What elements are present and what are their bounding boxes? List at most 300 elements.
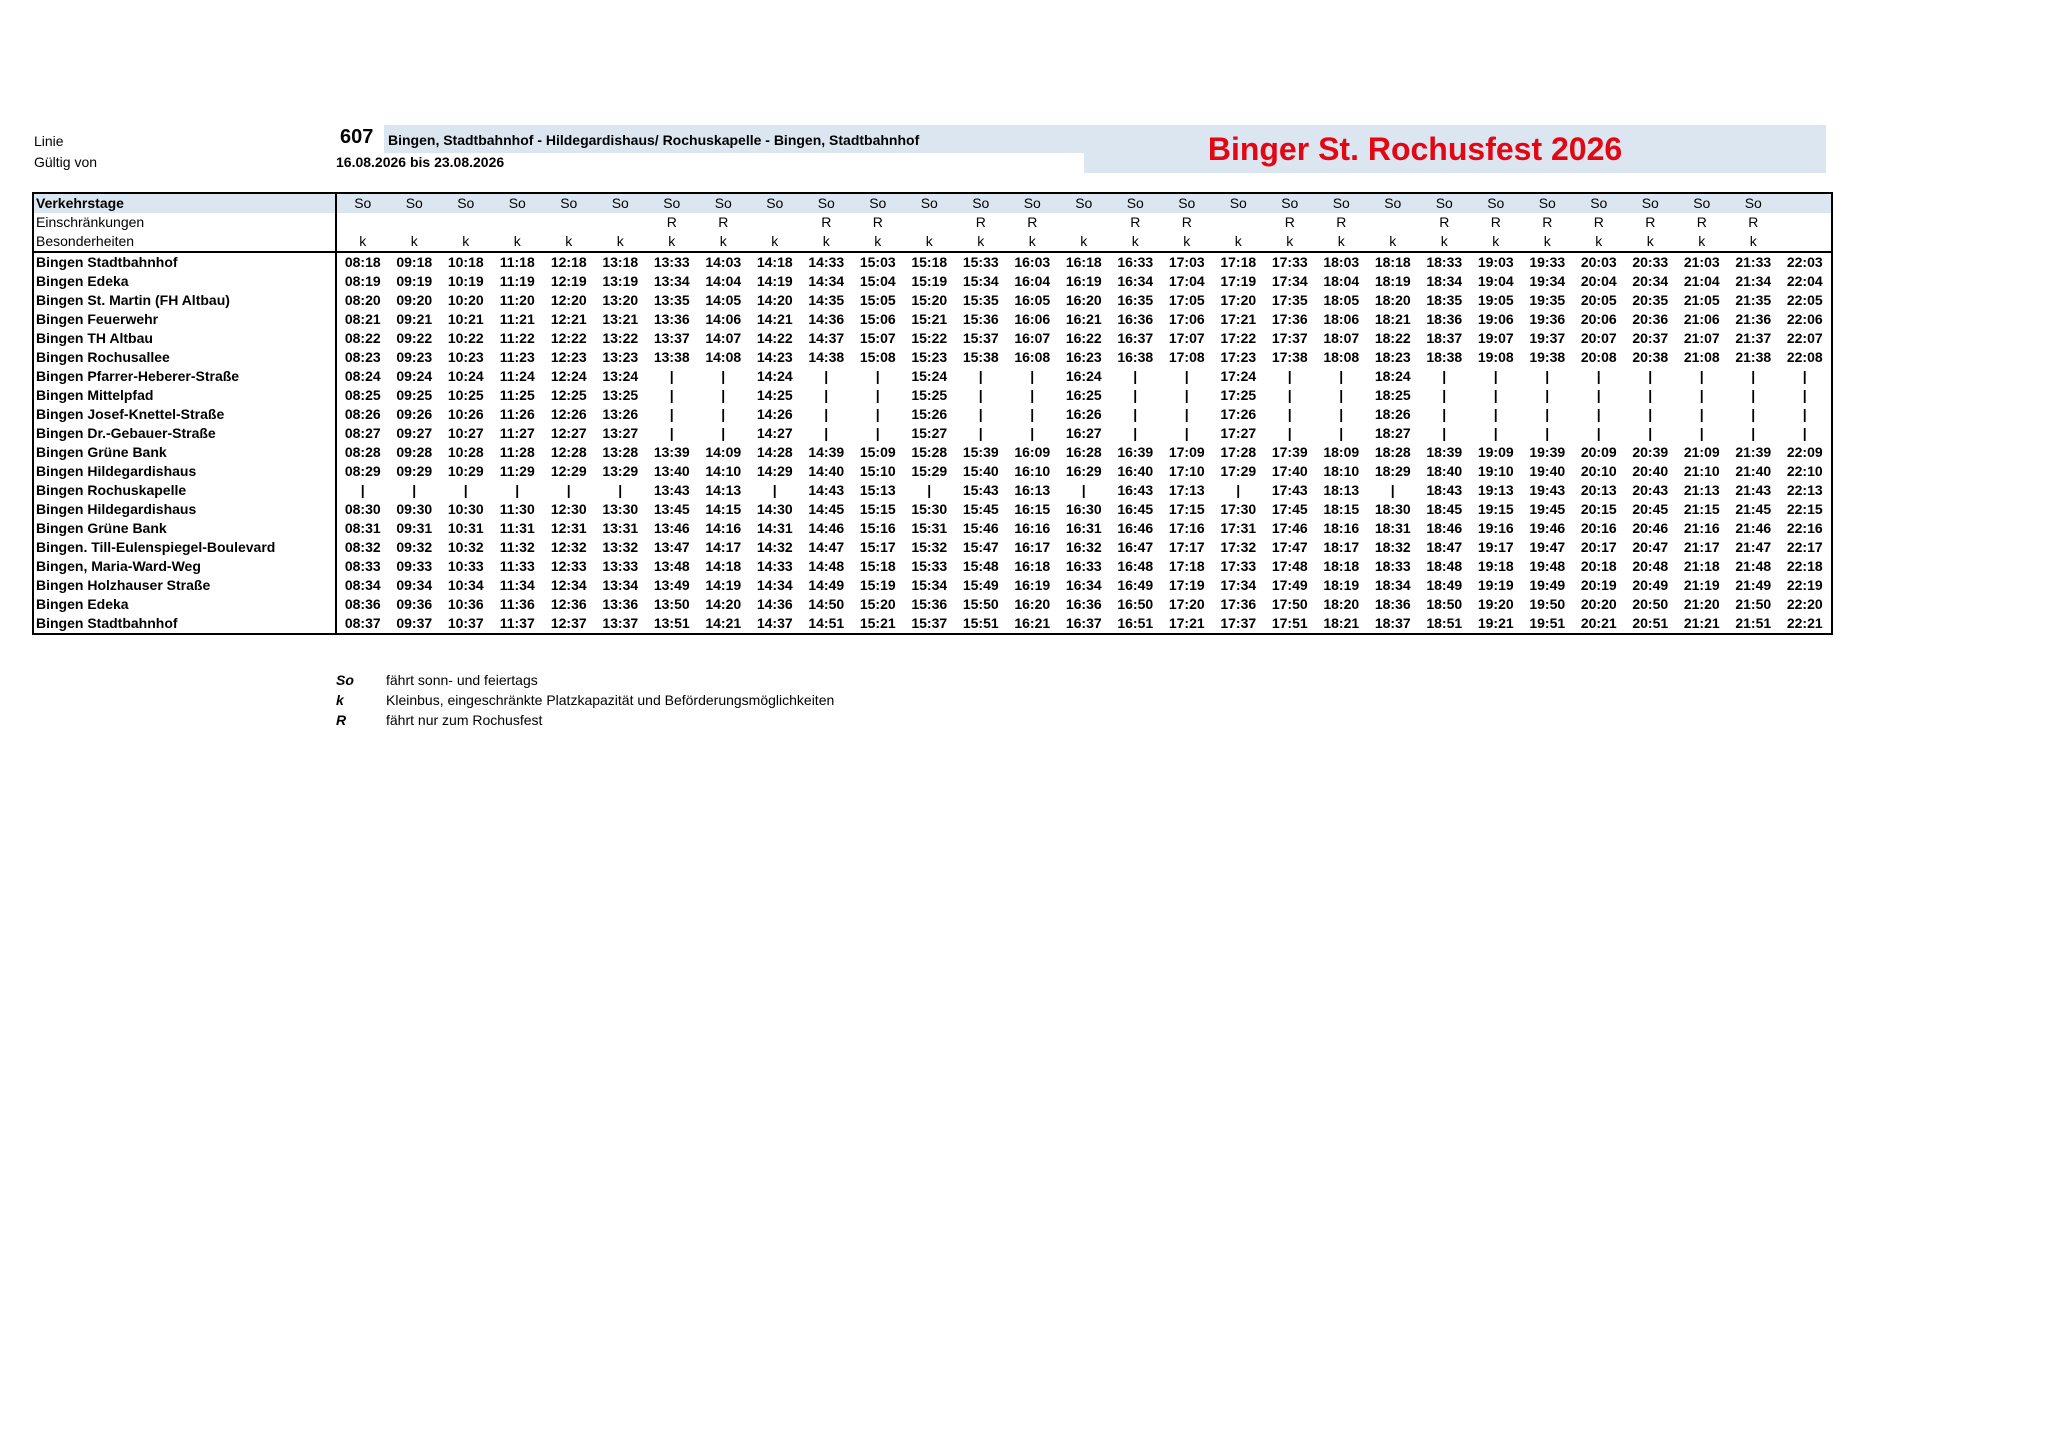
departure-time: 17:29 bbox=[1220, 463, 1257, 479]
departure-time: | bbox=[1545, 387, 1550, 403]
departure-time: 19:50 bbox=[1529, 596, 1566, 612]
departure-time: 14:15 bbox=[705, 501, 742, 517]
departure-time: | bbox=[669, 368, 674, 384]
departure-time: 14:13 bbox=[705, 482, 742, 498]
departure-time: 09:32 bbox=[396, 539, 433, 555]
departure-time: 16:50 bbox=[1117, 596, 1154, 612]
departure-time: 09:37 bbox=[396, 615, 433, 631]
departure-time: 14:24 bbox=[756, 368, 793, 384]
departure-time: 16:32 bbox=[1065, 539, 1102, 555]
meta-cell: So bbox=[1625, 193, 1677, 213]
departure-time: 15:21 bbox=[911, 311, 948, 327]
departure-time: 09:33 bbox=[396, 558, 433, 574]
departure-time: 18:04 bbox=[1323, 273, 1360, 289]
departure-time: 18:37 bbox=[1426, 330, 1463, 346]
legend-symbol: k bbox=[336, 692, 344, 708]
departure-time: 21:48 bbox=[1735, 558, 1772, 574]
departure-time: | bbox=[1699, 387, 1704, 403]
departure-time: 17:22 bbox=[1220, 330, 1257, 346]
meta-cell: k bbox=[1419, 232, 1471, 252]
departure-time: 20:39 bbox=[1632, 444, 1669, 460]
departure-time: 18:24 bbox=[1374, 368, 1411, 384]
departure-time: 17:10 bbox=[1168, 463, 1205, 479]
departure-time: | bbox=[824, 387, 829, 403]
departure-time: 08:24 bbox=[344, 368, 381, 384]
departure-time: 20:07 bbox=[1580, 330, 1617, 346]
departure-time: | bbox=[978, 425, 983, 441]
meta-cell bbox=[904, 213, 956, 232]
meta-cell: R bbox=[1645, 214, 1656, 230]
departure-time: 21:05 bbox=[1683, 292, 1720, 308]
stop-row bbox=[33, 291, 1832, 310]
departure-time: 18:10 bbox=[1323, 463, 1360, 479]
departure-time: 17:28 bbox=[1220, 444, 1257, 460]
departure-time: 14:37 bbox=[808, 330, 845, 346]
departure-time: | bbox=[978, 368, 983, 384]
meta-cell: So bbox=[1573, 193, 1625, 213]
departure-time: 22:13 bbox=[1786, 482, 1823, 498]
departure-time: 17:39 bbox=[1271, 444, 1308, 460]
departure-time: 09:22 bbox=[396, 330, 433, 346]
meta-cell: So bbox=[1213, 193, 1265, 213]
departure-time: 16:34 bbox=[1065, 577, 1102, 593]
departure-time: 15:08 bbox=[859, 349, 896, 365]
departure-time: 18:35 bbox=[1426, 292, 1463, 308]
departure-time: 21:18 bbox=[1683, 558, 1720, 574]
stop-name: Bingen Feuerwehr bbox=[33, 310, 336, 329]
departure-time: 19:35 bbox=[1529, 292, 1566, 308]
departure-time: 17:09 bbox=[1168, 444, 1205, 460]
meta-cell bbox=[1779, 193, 1832, 213]
departure-time: 19:34 bbox=[1529, 273, 1566, 289]
meta-cell bbox=[336, 213, 389, 232]
departure-time: 13:38 bbox=[653, 349, 690, 365]
meta-cell: R bbox=[975, 214, 986, 230]
departure-time: | bbox=[1339, 368, 1344, 384]
meta-cell: k bbox=[1625, 232, 1677, 252]
departure-time: 13:34 bbox=[602, 577, 639, 593]
departure-time: 13:47 bbox=[653, 539, 690, 555]
departure-time: 20:45 bbox=[1632, 501, 1669, 517]
departure-time: 14:33 bbox=[808, 254, 845, 270]
departure-time: 16:51 bbox=[1117, 615, 1154, 631]
meta-row-label: Einschränkungen bbox=[33, 213, 336, 232]
departure-time: 21:19 bbox=[1683, 577, 1720, 593]
departure-time: | bbox=[1751, 387, 1756, 403]
departure-time: 17:27 bbox=[1220, 425, 1257, 441]
departure-time: 14:29 bbox=[756, 463, 793, 479]
departure-time: 16:30 bbox=[1065, 501, 1102, 517]
departure-time: 15:43 bbox=[962, 482, 999, 498]
departure-time: 17:30 bbox=[1220, 501, 1257, 517]
departure-time: 15:03 bbox=[859, 254, 896, 270]
departure-time: 18:18 bbox=[1374, 254, 1411, 270]
meta-row bbox=[33, 232, 1832, 252]
departure-time: | bbox=[1287, 368, 1292, 384]
departure-time: 16:46 bbox=[1117, 520, 1154, 536]
stop-name: Bingen Pfarrer-Heberer-Straße bbox=[33, 367, 336, 386]
departure-time: 15:46 bbox=[962, 520, 999, 536]
departure-time: 22:19 bbox=[1786, 577, 1823, 593]
departure-time: 09:31 bbox=[396, 520, 433, 536]
meta-cell: k bbox=[1522, 232, 1574, 252]
meta-cell: k bbox=[336, 232, 389, 252]
departure-time: 16:49 bbox=[1117, 577, 1154, 593]
stop-name: Bingen Grüne Bank bbox=[33, 443, 336, 462]
stop-row bbox=[33, 310, 1832, 329]
departure-time: 17:43 bbox=[1271, 482, 1308, 498]
departure-time: | bbox=[463, 482, 468, 498]
departure-time: | bbox=[1596, 368, 1601, 384]
departure-time: 15:18 bbox=[911, 254, 948, 270]
meta-cell bbox=[1058, 213, 1110, 232]
departure-time: 14:05 bbox=[705, 292, 742, 308]
meta-row-label: Verkehrstage bbox=[33, 193, 336, 213]
departure-time: 09:20 bbox=[396, 292, 433, 308]
departure-time: 21:51 bbox=[1735, 615, 1772, 631]
departure-time: 20:10 bbox=[1580, 463, 1617, 479]
departure-time: 17:51 bbox=[1271, 615, 1308, 631]
meta-cell: So bbox=[1367, 193, 1419, 213]
departure-time: 22:10 bbox=[1786, 463, 1823, 479]
departure-time: | bbox=[824, 368, 829, 384]
meta-row bbox=[33, 213, 1832, 232]
departure-time: 14:35 bbox=[808, 292, 845, 308]
stop-name: Bingen. Till-Eulenspiegel-Boulevard bbox=[33, 538, 336, 557]
departure-time: 14:48 bbox=[808, 558, 845, 574]
departure-time: 20:03 bbox=[1580, 254, 1617, 270]
departure-time: 18:09 bbox=[1323, 444, 1360, 460]
departure-time: 18:23 bbox=[1374, 349, 1411, 365]
departure-time: 19:43 bbox=[1529, 482, 1566, 498]
departure-time: 21:15 bbox=[1683, 501, 1720, 517]
meta-cell: So bbox=[1264, 193, 1316, 213]
departure-time: 16:20 bbox=[1065, 292, 1102, 308]
meta-cell: So bbox=[904, 193, 956, 213]
departure-time: 21:13 bbox=[1683, 482, 1720, 498]
departure-time: | bbox=[1442, 425, 1447, 441]
departure-time: 19:36 bbox=[1529, 311, 1566, 327]
departure-time: 13:49 bbox=[653, 577, 690, 593]
departure-time: 21:37 bbox=[1735, 330, 1772, 346]
departure-time: 12:28 bbox=[550, 444, 587, 460]
departure-time: 14:26 bbox=[756, 406, 793, 422]
departure-time: 16:09 bbox=[1014, 444, 1051, 460]
departure-time: 21:08 bbox=[1683, 349, 1720, 365]
departure-time: | bbox=[1493, 368, 1498, 384]
meta-cell: So bbox=[801, 193, 853, 213]
departure-time: | bbox=[1184, 368, 1189, 384]
departure-time: 17:45 bbox=[1271, 501, 1308, 517]
stop-name: Bingen TH Altbau bbox=[33, 329, 336, 348]
departure-time: | bbox=[1133, 387, 1138, 403]
departure-time: 14:49 bbox=[808, 577, 845, 593]
departure-time: 09:19 bbox=[396, 273, 433, 289]
departure-time: 18:29 bbox=[1374, 463, 1411, 479]
departure-time: 10:18 bbox=[447, 254, 484, 270]
meta-cell: k bbox=[1316, 232, 1368, 252]
departure-time: 12:25 bbox=[550, 387, 587, 403]
departure-time: 11:18 bbox=[499, 254, 535, 270]
meta-cell bbox=[749, 213, 801, 232]
departure-time: 20:15 bbox=[1580, 501, 1617, 517]
departure-time: 16:34 bbox=[1117, 273, 1154, 289]
departure-time: 21:16 bbox=[1683, 520, 1720, 536]
departure-time: 15:31 bbox=[911, 520, 948, 536]
departure-time: 17:48 bbox=[1271, 558, 1308, 574]
meta-cell: R bbox=[1696, 214, 1707, 230]
departure-time: 14:18 bbox=[705, 558, 742, 574]
departure-time: 14:40 bbox=[808, 463, 845, 479]
stop-name: Bingen Holzhauser Straße bbox=[33, 576, 336, 595]
departure-time: 18:30 bbox=[1374, 501, 1411, 517]
departure-time: 11:30 bbox=[499, 501, 535, 517]
legend-text: fährt nur zum Rochusfest bbox=[386, 712, 543, 728]
departure-time: | bbox=[1287, 387, 1292, 403]
departure-time: | bbox=[1802, 368, 1807, 384]
departure-time: 17:18 bbox=[1168, 558, 1205, 574]
departure-time: | bbox=[1545, 406, 1550, 422]
departure-time: | bbox=[875, 368, 880, 384]
departure-time: 15:04 bbox=[859, 273, 896, 289]
departure-time: 17:33 bbox=[1271, 254, 1308, 270]
departure-time: 15:17 bbox=[859, 539, 896, 555]
departure-time: 13:50 bbox=[653, 596, 690, 612]
departure-time: 15:48 bbox=[962, 558, 999, 574]
departure-time: 11:19 bbox=[499, 273, 535, 289]
departure-time: | bbox=[1339, 406, 1344, 422]
departure-time: 16:17 bbox=[1014, 539, 1051, 555]
departure-time: 18:39 bbox=[1426, 444, 1463, 460]
departure-time: 17:33 bbox=[1220, 558, 1257, 574]
departure-time: 15:26 bbox=[911, 406, 948, 422]
departure-time: 20:21 bbox=[1580, 615, 1617, 631]
departure-time: 16:36 bbox=[1117, 311, 1154, 327]
departure-time: | bbox=[669, 425, 674, 441]
departure-time: 18:21 bbox=[1374, 311, 1411, 327]
departure-time: | bbox=[875, 425, 880, 441]
departure-time: 18:06 bbox=[1323, 311, 1360, 327]
departure-time: | bbox=[1545, 425, 1550, 441]
stop-row bbox=[33, 538, 1832, 557]
stop-name: Bingen Grüne Bank bbox=[33, 519, 336, 538]
departure-time: 13:24 bbox=[602, 368, 639, 384]
departure-time: 17:49 bbox=[1271, 577, 1308, 593]
departure-time: 15:33 bbox=[911, 558, 948, 574]
meta-cell: k bbox=[852, 232, 904, 252]
stop-name: Bingen Josef-Knettel-Straße bbox=[33, 405, 336, 424]
departure-time: | bbox=[1545, 368, 1550, 384]
departure-time: 14:33 bbox=[756, 558, 793, 574]
meta-cell: R bbox=[1336, 214, 1347, 230]
departure-time: 18:17 bbox=[1323, 539, 1360, 555]
departure-time: 18:20 bbox=[1374, 292, 1411, 308]
departure-time: 10:36 bbox=[447, 596, 484, 612]
departure-time: 13:37 bbox=[602, 615, 639, 631]
departure-time: 16:13 bbox=[1014, 482, 1051, 498]
meta-cell bbox=[1213, 213, 1265, 232]
departure-time: 17:38 bbox=[1271, 349, 1308, 365]
stop-row bbox=[33, 386, 1832, 405]
meta-cell: k bbox=[955, 232, 1007, 252]
departure-time: 15:45 bbox=[962, 501, 999, 517]
departure-time: 16:18 bbox=[1014, 558, 1051, 574]
meta-cell: So bbox=[698, 193, 750, 213]
departure-time: | bbox=[1030, 368, 1035, 384]
departure-time: 16:15 bbox=[1014, 501, 1051, 517]
meta-cell bbox=[1779, 232, 1832, 252]
departure-time: 17:21 bbox=[1168, 615, 1205, 631]
departure-time: 13:34 bbox=[653, 273, 690, 289]
departure-time: | bbox=[721, 368, 726, 384]
departure-time: 15:07 bbox=[859, 330, 896, 346]
meta-cell: So bbox=[1316, 193, 1368, 213]
departure-time: 09:26 bbox=[396, 406, 433, 422]
departure-time: 20:48 bbox=[1632, 558, 1669, 574]
stop-row bbox=[33, 481, 1832, 500]
departure-time: 19:49 bbox=[1529, 577, 1566, 593]
meta-cell: R bbox=[718, 214, 729, 230]
departure-time: | bbox=[1699, 406, 1704, 422]
departure-time: 08:21 bbox=[344, 311, 381, 327]
departure-time: 16:16 bbox=[1014, 520, 1051, 536]
departure-time: 14:38 bbox=[808, 349, 845, 365]
departure-time: 12:23 bbox=[550, 349, 587, 365]
departure-time: | bbox=[1184, 425, 1189, 441]
departure-time: 17:19 bbox=[1220, 273, 1257, 289]
departure-time: 20:19 bbox=[1580, 577, 1617, 593]
departure-time: 14:23 bbox=[756, 349, 793, 365]
departure-time: 14:34 bbox=[808, 273, 845, 289]
departure-time: | bbox=[1184, 406, 1189, 422]
departure-time: 10:23 bbox=[447, 349, 484, 365]
departure-time: 16:27 bbox=[1065, 425, 1102, 441]
departure-time: 21:06 bbox=[1683, 311, 1720, 327]
stop-name: Bingen Hildegardishaus bbox=[33, 500, 336, 519]
departure-time: 17:18 bbox=[1220, 254, 1257, 270]
meta-cell: R bbox=[1284, 214, 1295, 230]
departure-time: 11:29 bbox=[499, 463, 535, 479]
meta-cell: So bbox=[1110, 193, 1162, 213]
departure-time: 08:25 bbox=[344, 387, 381, 403]
departure-time: 17:04 bbox=[1168, 273, 1205, 289]
departure-time: 08:26 bbox=[344, 406, 381, 422]
departure-time: | bbox=[1493, 387, 1498, 403]
meta-cell: R bbox=[1593, 214, 1604, 230]
departure-time: 18:32 bbox=[1374, 539, 1411, 555]
departure-time: 14:20 bbox=[756, 292, 793, 308]
stop-name: Bingen Edeka bbox=[33, 595, 336, 614]
meta-cell: So bbox=[389, 193, 441, 213]
meta-cell: k bbox=[1573, 232, 1625, 252]
departure-time: 13:33 bbox=[653, 254, 690, 270]
departure-time: 11:34 bbox=[499, 577, 535, 593]
departure-time: 18:36 bbox=[1374, 596, 1411, 612]
departure-time: 16:20 bbox=[1014, 596, 1051, 612]
departure-time: 18:33 bbox=[1426, 254, 1463, 270]
departure-time: | bbox=[566, 482, 571, 498]
departure-time: 19:48 bbox=[1529, 558, 1566, 574]
departure-time: | bbox=[1493, 425, 1498, 441]
departure-time: 17:37 bbox=[1271, 330, 1308, 346]
legend-text: Kleinbus, eingeschränkte Platzkapazität und Beförderungsmöglichkeiten bbox=[386, 692, 835, 708]
departure-time: | bbox=[1287, 425, 1292, 441]
departure-time: | bbox=[1751, 406, 1756, 422]
departure-time: 18:37 bbox=[1374, 615, 1411, 631]
departure-time: 12:34 bbox=[550, 577, 587, 593]
departure-time: 17:20 bbox=[1220, 292, 1257, 308]
departure-time: 19:39 bbox=[1529, 444, 1566, 460]
departure-time: 12:26 bbox=[550, 406, 587, 422]
departure-time: 20:38 bbox=[1632, 349, 1669, 365]
departure-time: 21:17 bbox=[1683, 539, 1720, 555]
departure-time: 13:20 bbox=[602, 292, 639, 308]
departure-time: 11:32 bbox=[499, 539, 535, 555]
departure-time: 10:29 bbox=[447, 463, 484, 479]
departure-time: 13:40 bbox=[653, 463, 690, 479]
departure-time: 18:43 bbox=[1426, 482, 1463, 498]
meta-cell: R bbox=[1439, 214, 1450, 230]
departure-time: 20:37 bbox=[1632, 330, 1669, 346]
validity-period: 16.08.2026 bis 23.08.2026 bbox=[336, 154, 505, 170]
stop-row bbox=[33, 557, 1832, 576]
stop-name: Bingen Hildegardishaus bbox=[33, 462, 336, 481]
departure-time: 13:46 bbox=[653, 520, 690, 536]
departure-time: 18:22 bbox=[1374, 330, 1411, 346]
departure-time: | bbox=[1802, 387, 1807, 403]
departure-time: 22:03 bbox=[1786, 254, 1823, 270]
departure-time: 08:29 bbox=[344, 463, 381, 479]
departure-time: 19:19 bbox=[1477, 577, 1514, 593]
departure-time: 15:33 bbox=[962, 254, 999, 270]
meta-cell: So bbox=[595, 193, 647, 213]
departure-time: 18:33 bbox=[1374, 558, 1411, 574]
departure-time: 19:03 bbox=[1477, 254, 1514, 270]
departure-time: 17:16 bbox=[1168, 520, 1205, 536]
departure-time: 10:34 bbox=[447, 577, 484, 593]
departure-time: 15:34 bbox=[911, 577, 948, 593]
departure-time: 21:20 bbox=[1683, 596, 1720, 612]
departure-time: 14:22 bbox=[756, 330, 793, 346]
departure-time: 21:38 bbox=[1735, 349, 1772, 365]
stop-row bbox=[33, 252, 1832, 272]
departure-time: 14:39 bbox=[808, 444, 845, 460]
departure-time: 19:06 bbox=[1477, 311, 1514, 327]
departure-time: 21:43 bbox=[1735, 482, 1772, 498]
departure-time: | bbox=[1030, 425, 1035, 441]
departure-time: 15:49 bbox=[962, 577, 999, 593]
meta-cell: R bbox=[1181, 214, 1192, 230]
stop-row bbox=[33, 443, 1832, 462]
departure-time: 08:20 bbox=[344, 292, 381, 308]
meta-cell: So bbox=[1470, 193, 1522, 213]
departure-time: 12:22 bbox=[550, 330, 587, 346]
departure-time: 19:47 bbox=[1529, 539, 1566, 555]
stop-name: Bingen, Maria-Ward-Weg bbox=[33, 557, 336, 576]
meta-cell: So bbox=[646, 193, 698, 213]
departure-time: 14:31 bbox=[756, 520, 793, 536]
departure-time: 18:19 bbox=[1374, 273, 1411, 289]
departure-time: 14:09 bbox=[705, 444, 742, 460]
departure-time: 08:30 bbox=[344, 501, 381, 517]
departure-time: 13:35 bbox=[653, 292, 690, 308]
departure-time: | bbox=[824, 406, 829, 422]
departure-time: 15:34 bbox=[962, 273, 999, 289]
departure-time: | bbox=[1339, 425, 1344, 441]
departure-time: 22:20 bbox=[1786, 596, 1823, 612]
meta-cell: k bbox=[904, 232, 956, 252]
departure-time: 12:30 bbox=[550, 501, 587, 517]
